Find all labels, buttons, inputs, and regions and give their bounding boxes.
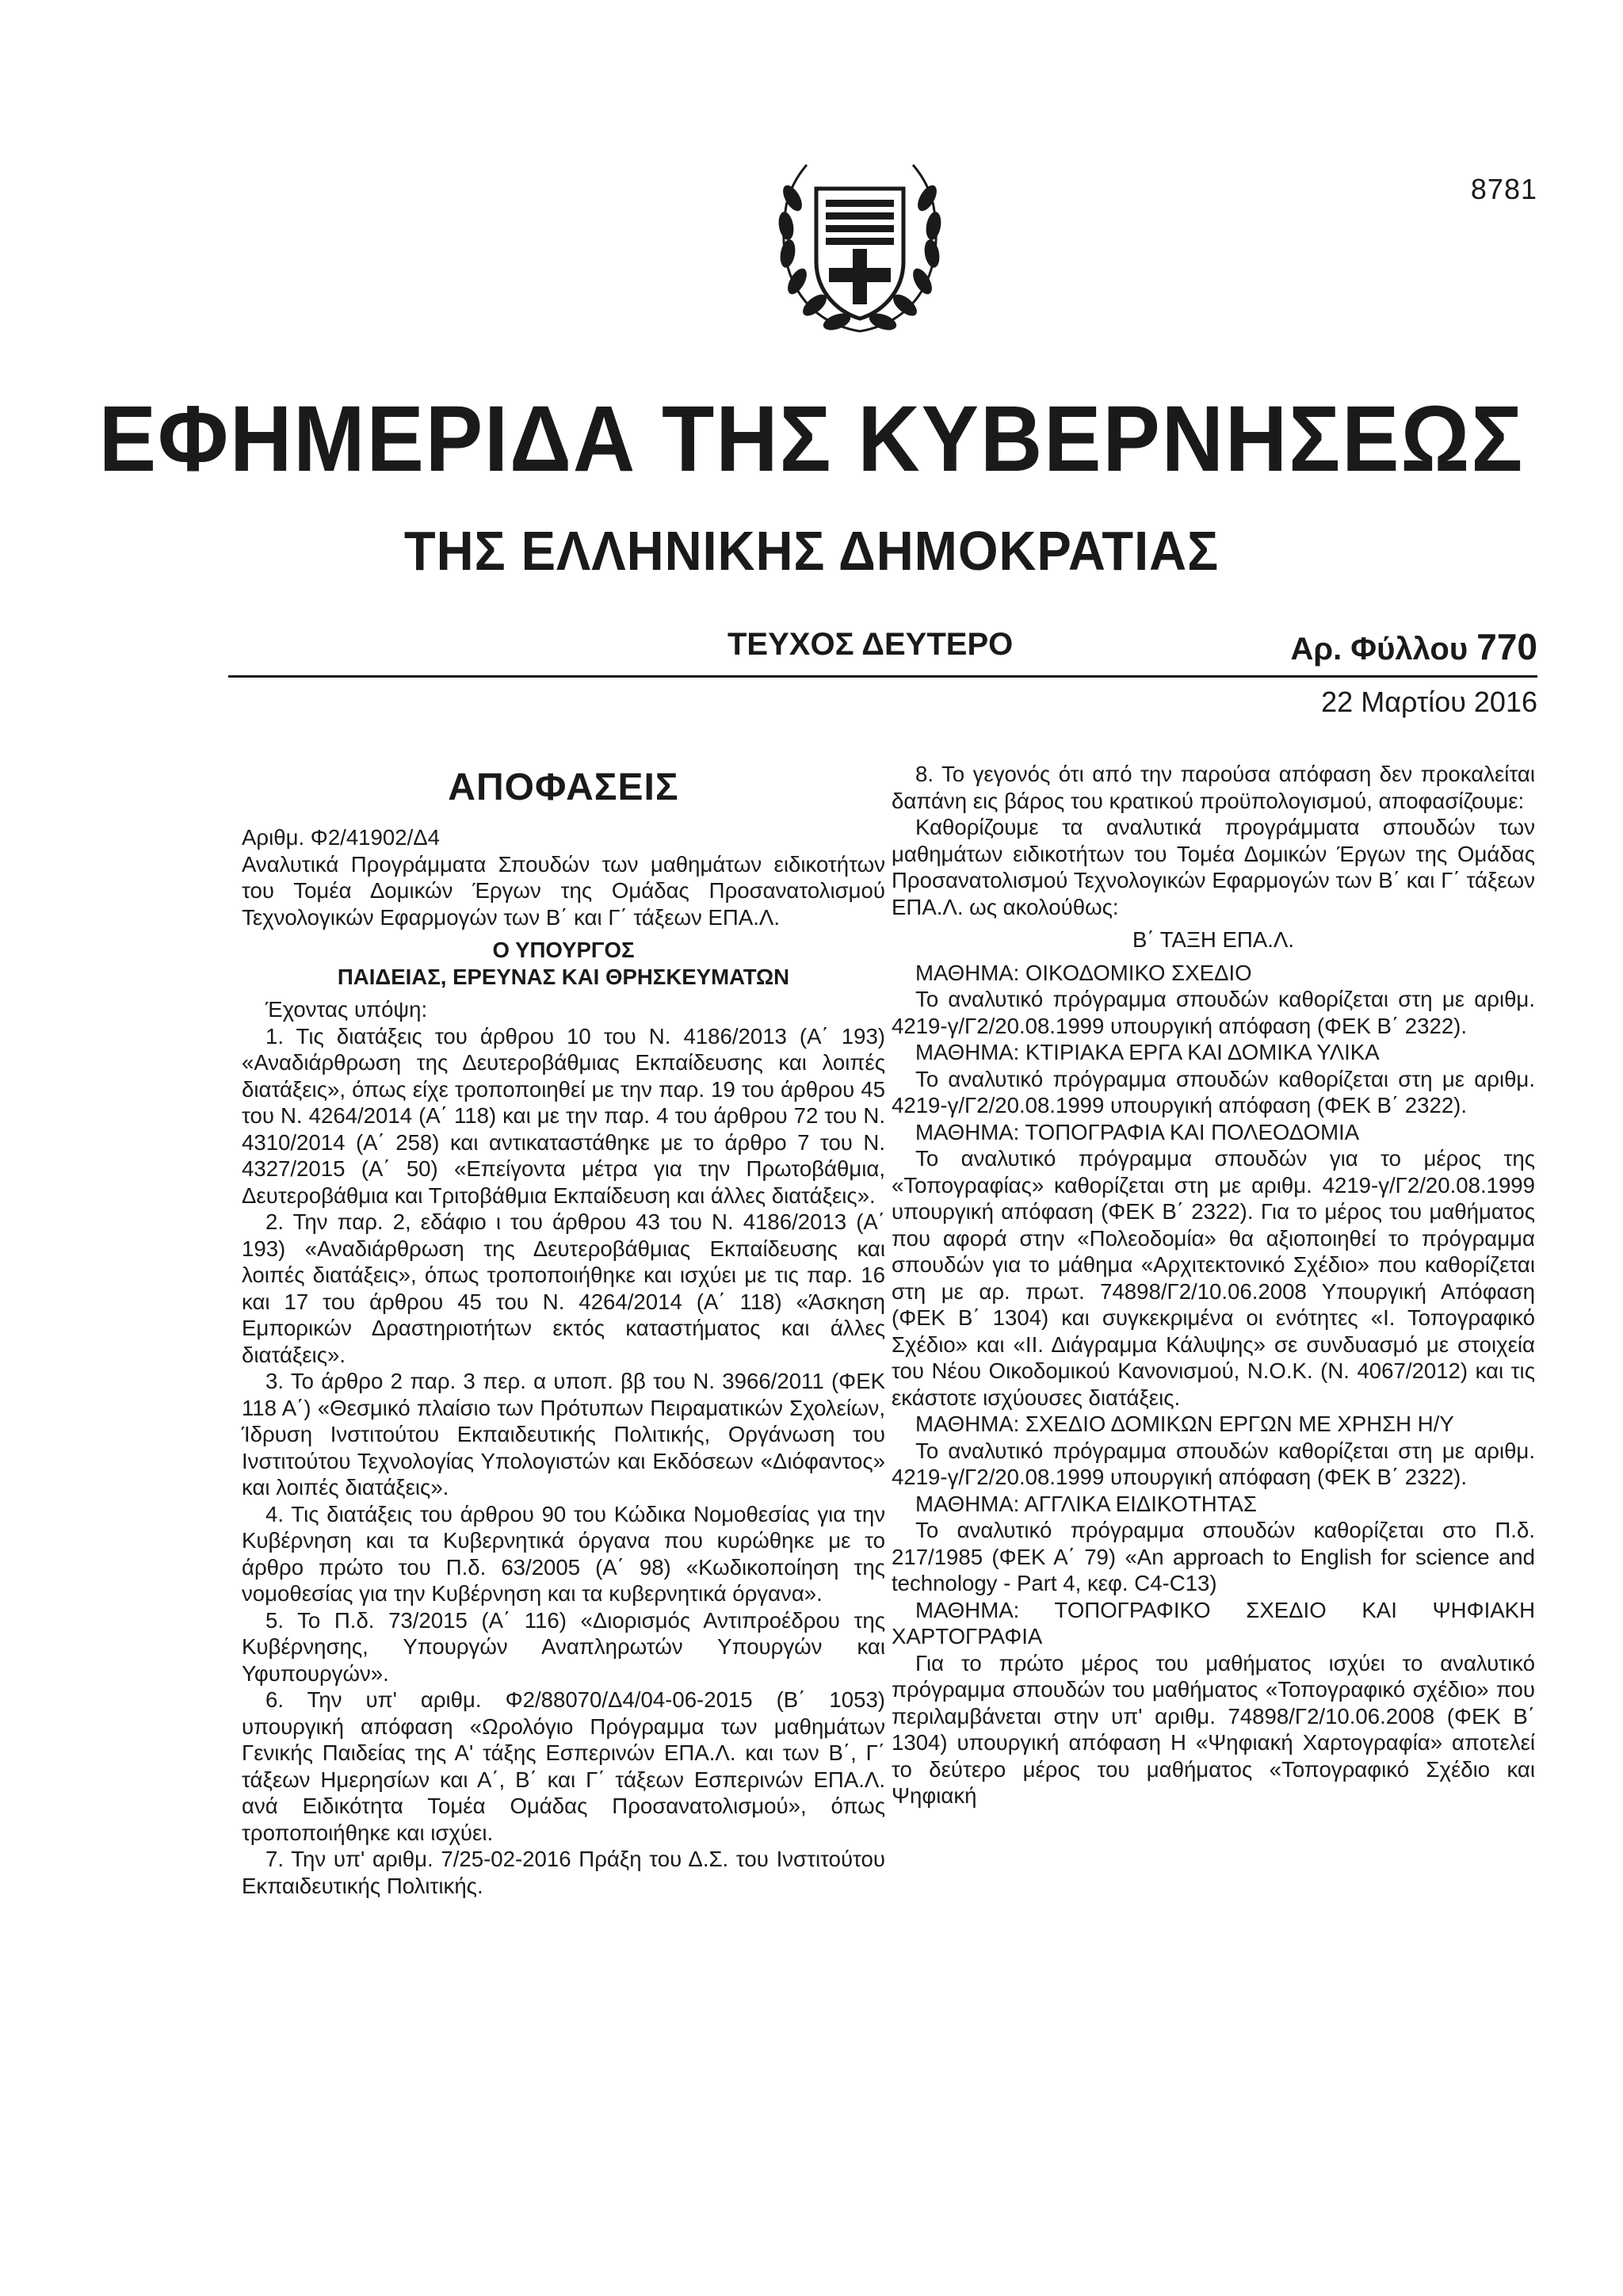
decision-title: Αναλυτικά Προγράμματα Σπουδών των μαθημάτων ειδικοτήτων του Τομέα Δομικών Έργων της Ομάδας Προσανατολισμού Τεχνολογικών Εφαρμογών των Β΄ και Γ΄ τάξεων ΕΠΑ.Λ. — [242, 851, 885, 930]
issue-date: 22 Μαρτίου 2016 — [1321, 686, 1537, 718]
considering-item: 5. Το Π.δ. 73/2015 (Α΄ 116) «Διορισμός Αντιπροέδρου της Κυβέρνησης, Υπουργών Αναπληρωτών Υπουργών και Υφυπουργών». — [242, 1607, 885, 1686]
course-text: Το αναλυτικό πρόγραμμα σπουδών για το μέρος της «Τοπογραφίας» καθορίζεται στη με αριθμ. 4219-γ/Γ2/20.08.1999 υπουργική απόφαση (ΦΕΚ Β΄ 2322). Για το μέρος του μαθήματος που αφορά στην «Πολεοδομία» θα αξιοποιηθεί το πρόγραμμα σπουδών για το μάθημα «Αρχιτεκτονικό Σχέδιο» που καθορίζεται στη με αρ. πρωτ. 74898/Γ2/10.06.2008 Υπουργική Απόφαση (ΦΕΚ Β΄ 1304) και συγκεκριμένα οι ενότητες «Ι. Τοπογραφικό Σχέδιο» και «ΙΙ. Διάγραμμα Κάλυψης» σε συνδυασμό με στοιχεία του Νέου Οικοδομικού Κανονισμού, Ν.Ο.Κ. (Ν. 4067/2012) και τις εκάστοτε ισχύουσες διατάξεις. — [892, 1146, 1535, 1410]
considering-item: 6. Την υπ' αριθμ. Φ2/88070/Δ4/04-06-2015 (Β΄ 1053) υπουργική απόφαση «Ωρολόγιο Πρόγραμμα των μαθημάτων Γενικής Παιδείας της Α' τάξης Εσπερινών ΕΠΑ.Λ. και των Β΄, Γ΄ τάξεων Ημερησίων και Α΄, Β΄ και Γ΄ τάξεων Εσπερινών ΕΠΑ.Λ. ανά Ειδικότητα Τομέα Ομάδας Προσανατολισμού», όπως τροποποιήθηκε και ισχύει. — [242, 1687, 885, 1845]
minister-title: Ο ΥΠΟΥΡΓΟΣ — [492, 938, 635, 962]
ministry-name: ΠΑΙΔΕΙΑΣ, ΕΡΕΥΝΑΣ ΚΑΙ ΘΡΗΣΚΕΥΜΑΤΩΝ — [337, 964, 790, 989]
course-heading: ΜΑΘΗΜΑ: ΣΧΕΔΙΟ ΔΟΜΙΚΩΝ ΕΡΓΩΝ ΜΕ ΧΡΗΣΗ Η/Υ — [915, 1412, 1454, 1436]
sheet-label: Αρ. Φύλλου — [1290, 632, 1477, 667]
course-heading: ΜΑΘΗΜΑ: ΟΙΚΟΔΟΜΙΚΟ ΣΧΕΔΙΟ — [915, 960, 1252, 985]
course-heading: ΜΑΘΗΜΑ: ΤΟΠΟΓΡΑΦΙΑ ΚΑΙ ΠΟΛΕΟΔΟΜΙΑ — [915, 1119, 1360, 1144]
class-heading: Β΄ ΤΑΞΗ ΕΠΑ.Λ. — [1132, 927, 1294, 952]
decision-statement: Καθορίζουμε τα αναλυτικά προγράμματα σπουδών των μαθημάτων ειδικοτήτων του Τομέα Δομικών Έργων της Ομάδας Προσανατολισμού Τεχνολογικών Εφαρμογών των Β΄ και Γ΄ τάξεων ΕΠΑ.Λ. ως ακολούθως: — [892, 815, 1535, 919]
considering-item: 8. Το γεγονός ότι από την παρούσα απόφαση δεν προκαλείται δαπάνη εις βάρος του κρατικού προϋπολογισμού, αποφασίζουμε: — [892, 762, 1535, 813]
gazette-subtitle: ΤΗΣ ΕΛΛΗΝΙΚΗΣ ΔΗΜΟΚΡΑΤΙΑΣ — [403, 520, 1220, 582]
considering-item: 1. Τις διατάξεις του άρθρου 10 του Ν. 4186/2013 (Α΄ 193) «Αναδιάρθρωση της Δευτεροβάθμιας Εκπαίδευσης και λοιπές διατάξεις», όπως είχε τροποποιηθεί με την παρ. 19 του άρθρου 45 του Ν. 4264/2014 (Α΄ 118) και με την παρ. 4 του άρθρου 72 του Ν. 4310/2014 (Α΄ 258) και αντικαταστάθηκε με το άρθρο 7 του Ν. 4327/2015 (Α΄ 50) «Επείγοντα μέτρα για την Πρωτοβάθμια, Δευτεροβάθμια και Τριτοβάθμια Εκπαίδευση και άλλες διατάξεις». — [242, 1023, 885, 1208]
course-text: Για το πρώτο μέρος του μαθήματος ισχύει το αναλυτικό πρόγραμμα σπουδών του μαθήματος «Τοπογραφικό σχέδιο» που περιλαμβάνεται στην υπ' αριθμ. 74898/Γ2/10.06.2008 (ΦΕΚ Β΄ 1304) υπουργική απόφαση Η «Ψηφιακή Χαρτογραφία» αποτελεί το δεύτερο μέρος του μαθήματος «Τοπογραφικό Σχέδιο και Ψηφιακή — [892, 1650, 1535, 1808]
right-column — [892, 761, 1535, 1809]
decision-number: Αριθμ. Φ2/41902/Δ4 — [242, 825, 441, 850]
course-heading: ΜΑΘΗΜΑ: ΚΤΙΡΙΑΚΑ ΕΡΓΑ ΚΑΙ ΔΟΜΙΚΑ ΥΛΙΚΑ — [915, 1040, 1380, 1064]
considering-label: Έχοντας υπόψη: — [265, 997, 428, 1022]
issue-type: ΤΕΥΧΟΣ ΔΕΥΤΕΡΟ — [727, 627, 1014, 662]
considering-item: 2. Την παρ. 2, εδάφιο ι του άρθρου 43 του Ν. 4186/2013 (Α΄ 193) «Αναδιάρθρωση της Δευτεροβάθμιας Εκπαίδευσης και λοιπές διατάξεις», όπως τροποποιήθηκε και ισχύει με τις παρ. 16 και 17 του άρθρου 45 του Ν. 4264/2014 (Α΄ 118) «Άσκηση Εμπορικών Δραστηριοτήτων εκτός καταστήματος και άλλες διατάξεις». — [242, 1209, 885, 1367]
greek-coat-of-arms-emblem — [769, 151, 951, 341]
course-text: Το αναλυτικό πρόγραμμα σπουδών καθορίζεται στο Π.δ. 217/1985 (ΦΕΚ Α΄ 79) «An approach to English for science and technology - Part 4, κεφ. C4-C13) — [892, 1518, 1535, 1595]
considering-item: 3. Το άρθρο 2 παρ. 3 περ. α υποπ. ββ του Ν. 3966/2011 (ΦΕΚ 118 Α΄) «Θεσμικό πλαίσιο των Πρότυπων Πειραματικών Σχολείων, Ίδρυση Ινστιτούτου Εκπαιδευτικής Πολιτικής, Οργάνωση του Ινστιτούτου Τεχνολογίας Υπολογιστών και Εκδόσεων «Διόφαντος» και λοιπές διατάξεις». — [242, 1369, 885, 1499]
sheet-number — [1290, 628, 1537, 665]
header-rule — [228, 675, 1537, 678]
considering-item: 4. Τις διατάξεις του άρθρου 90 του Κώδικα Νομοθεσίας για την Κυβέρνηση και τα Κυβερνητικά όργανα που κυρώθηκε με το άρθρο πρώτο του Π.δ. 63/2005 (Α΄ 98) «Κωδικοποίηση της νομοθεσίας για την Κυβέρνηση και τα κυβερνητικά όργανα». — [242, 1501, 885, 1606]
section-heading: ΑΠΟΦΑΣΕΙΣ — [448, 766, 679, 808]
course-heading: ΜΑΘΗΜΑ: ΤΟΠΟΓΡΑΦΙΚΟ ΣΧΕΔΙΟ ΚΑΙ ΨΗΦΙΑΚΗ ΧΑΡΤΟΓΡΑΦΙΑ — [892, 1597, 1535, 1648]
left-column — [242, 761, 885, 1899]
sheet-number-value: 770 — [1476, 626, 1537, 667]
course-text: Το αναλυτικό πρόγραμμα σπουδών καθορίζεται στη με αριθμ. 4219-γ/Γ2/20.08.1999 υπουργική απόφαση (ΦΕΚ Β΄ 2322). — [892, 987, 1535, 1038]
page-number: 8781 — [1470, 173, 1537, 205]
course-text: Το αναλυτικό πρόγραμμα σπουδών καθορίζεται στη με αριθμ. 4219-γ/Γ2/20.08.1999 υπουργική απόφαση (ΦΕΚ Β΄ 2322). — [892, 1438, 1535, 1489]
course-text: Το αναλυτικό πρόγραμμα σπουδών καθορίζεται στη με αριθμ. 4219-γ/Γ2/20.08.1999 υπουργική απόφαση (ΦΕΚ Β΄ 2322). — [892, 1066, 1535, 1117]
gazette-title: ΕΦΗΜΕΡΙΔΑ ΤΗΣ ΚΥΒΕΡΝΗΣΕΩΣ — [98, 387, 1525, 491]
course-heading: ΜΑΘΗΜΑ: ΑΓΓΛΙΚΑ ΕΙΔΙΚΟΤΗΤΑΣ — [915, 1491, 1257, 1516]
considering-item: 7. Την υπ' αριθμ. 7/25-02-2016 Πράξη του Δ.Σ. του Ινστιτούτου Εκπαιδευτικής Πολιτικής. — [242, 1847, 885, 1898]
